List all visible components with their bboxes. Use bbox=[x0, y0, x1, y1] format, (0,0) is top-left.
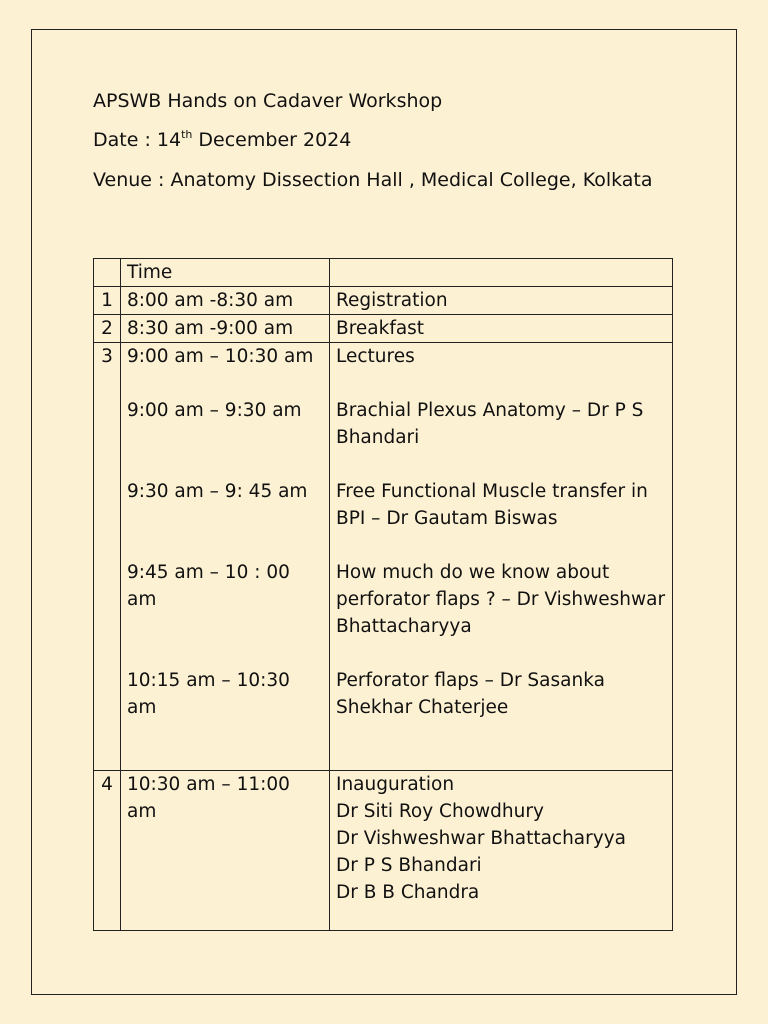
row-number: 4 bbox=[94, 771, 121, 931]
row-time bbox=[121, 771, 330, 931]
table-row-inauguration bbox=[94, 771, 673, 931]
header-activity-cell bbox=[330, 259, 673, 287]
session-time: 9:45 am – 10 : 00 am bbox=[127, 562, 290, 610]
session-time: 10:15 am – 10:30 am bbox=[127, 670, 290, 718]
session-topic: How much do we know about perforator flaps ? – Dr Vishweshwar Bhattacharyya bbox=[336, 562, 666, 637]
guest-name: Dr B B Chandra bbox=[336, 882, 480, 903]
table-row bbox=[94, 315, 673, 343]
session-topic: Brachial Plexus Anatomy – Dr P S Bhandari bbox=[336, 400, 644, 448]
lectures-time-column bbox=[121, 343, 330, 771]
session-time: 9:30 am – 9: 45 am bbox=[127, 481, 308, 502]
header-time-cell: Time bbox=[121, 259, 330, 287]
table-row bbox=[94, 287, 673, 315]
row-activity: Registration bbox=[330, 287, 673, 315]
lectures-time: 9:00 am – 10:30 am bbox=[127, 346, 314, 367]
guest-name: Dr Siti Roy Chowdhury bbox=[336, 801, 544, 822]
header-num-cell bbox=[94, 259, 121, 287]
lectures-label: Lectures bbox=[336, 346, 415, 367]
row-activity: Breakfast bbox=[330, 315, 673, 343]
inauguration-label: Inauguration bbox=[336, 774, 455, 795]
workshop-date bbox=[93, 128, 351, 152]
row-number: 2 bbox=[94, 315, 121, 343]
row-time: 8:00 am -8:30 am bbox=[121, 287, 330, 315]
guest-name: Dr P S Bhandari bbox=[336, 855, 482, 876]
document-page bbox=[31, 29, 737, 995]
lectures-topic-column bbox=[330, 343, 673, 771]
row-number: 1 bbox=[94, 287, 121, 315]
date-superscript: th bbox=[181, 128, 193, 141]
schedule-table bbox=[93, 258, 673, 931]
date-prefix: Date : 14 bbox=[93, 129, 182, 151]
session-time: 9:00 am – 9:30 am bbox=[127, 400, 302, 421]
row-number: 3 bbox=[94, 343, 121, 771]
guest-name: Dr Vishweshwar Bhattacharyya bbox=[336, 828, 626, 849]
inauguration-column bbox=[330, 771, 673, 931]
inauguration-time: 10:30 am – 11:00 am bbox=[127, 774, 290, 822]
table-header-row bbox=[94, 259, 673, 287]
row-time: 8:30 am -9:00 am bbox=[121, 315, 330, 343]
date-suffix: December 2024 bbox=[192, 129, 352, 151]
table-row-lectures bbox=[94, 343, 673, 771]
workshop-venue: Venue : Anatomy Dissection Hall , Medical College, Kolkata bbox=[93, 169, 653, 191]
session-topic: Free Functional Muscle transfer in BPI – Dr Gautam Biswas bbox=[336, 481, 648, 529]
workshop-title: APSWB Hands on Cadaver Workshop bbox=[93, 90, 443, 112]
session-topic: Perforator flaps – Dr Sasanka Shekhar Chaterjee bbox=[336, 670, 605, 718]
